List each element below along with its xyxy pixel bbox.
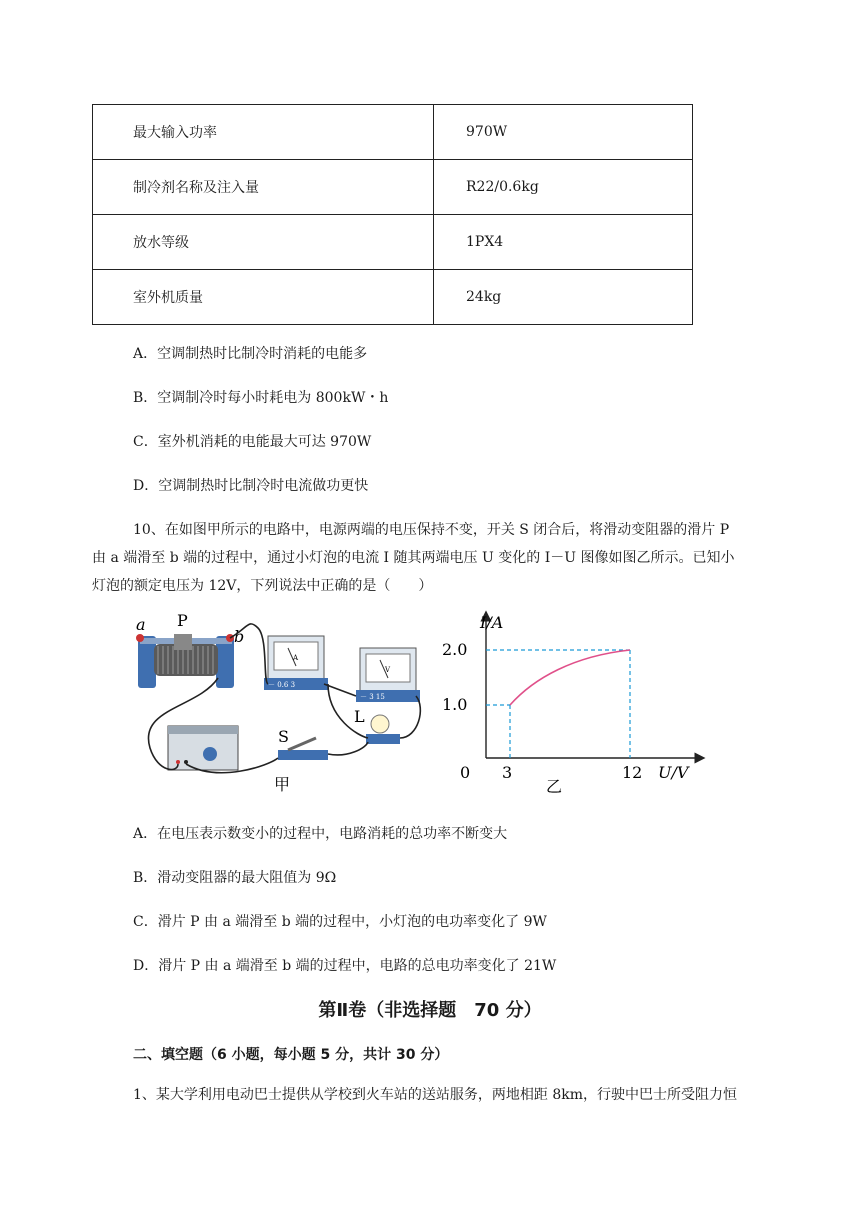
y-axis-label: I/A [480, 613, 504, 632]
label-b: b [234, 627, 245, 646]
table-row [93, 270, 693, 325]
q10-option-b: B．滑动变阻器的最大阻值为 9Ω [133, 870, 337, 886]
ammeter-letter: A [293, 654, 299, 662]
origin-label: 0 [460, 763, 471, 782]
q10-option-a: A．在电压表示数变小的过程中，电路消耗的总功率不断变大 [133, 826, 508, 842]
figure-caption-jia: 甲 [274, 775, 291, 794]
table-row [93, 160, 693, 215]
iu-graph [424, 608, 714, 798]
spec-value: R22/0.6kg [434, 160, 693, 215]
q10-stem-line2: 由 a 端滑至 b 端的过程中，通过小灯泡的电流 I 随其两端电压 U 变化的 I－U 图像如图乙所示。已知小 [92, 550, 735, 566]
label-p: P [177, 611, 188, 630]
spec-label: 室外机质量 [93, 270, 434, 325]
spec-value: 970W [434, 105, 693, 160]
y-tick-2: 2.0 [442, 640, 468, 659]
q10-stem-line1: 10、在如图甲所示的电路中，电源两端的电压保持不变，开关 S 闭合后，将滑动变阻器的滑片 P [133, 522, 730, 538]
voltmeter-terminals: － 3 15 [360, 693, 385, 701]
spec-label: 放水等级 [93, 215, 434, 270]
iu-curve [510, 650, 630, 705]
spec-value: 1PX4 [434, 215, 693, 270]
guide-lines [486, 650, 630, 758]
spec-table [92, 104, 693, 325]
label-a: a [136, 615, 146, 634]
x-tick-12: 12 [622, 763, 643, 782]
y-tick-1: 1.0 [442, 695, 468, 714]
label-s: S [278, 727, 289, 746]
spec-label: 最大输入功率 [93, 105, 434, 160]
q9-option-a: A．空调制热时比制冷时消耗的电能多 [133, 346, 368, 362]
spec-label: 制冷剂名称及注入量 [93, 160, 434, 215]
rheostat [136, 634, 234, 688]
figure-caption-yi: 乙 [546, 777, 563, 796]
label-l: L [354, 707, 365, 726]
x-tick-3: 3 [502, 763, 513, 782]
ammeter-terminals: － 0.6 3 [268, 681, 296, 689]
voltmeter-letter: V [385, 666, 391, 674]
q9-option-c: C．室外机消耗的电能最大可达 970W [133, 434, 372, 450]
x-axis-label: U/V [658, 763, 689, 782]
q10-stem-line3: 灯泡的额定电压为 12V，下列说法中正确的是（ ） [92, 578, 433, 594]
fill-question-1: 1、某大学利用电动巴士提供从学校到火车站的送站服务，两地相距 8km，行驶中巴士所受阻力恒 [133, 1087, 738, 1103]
power-supply [168, 726, 238, 770]
table-row [93, 105, 693, 160]
circuit-figure [128, 608, 428, 798]
q10-option-c: C．滑片 P 由 a 端滑至 b 端的过程中，小灯泡的电功率变化了 9W [133, 914, 547, 930]
voltmeter [356, 648, 420, 702]
q9-option-d: D．空调制热时比制冷时电流做功更快 [133, 478, 369, 494]
section-title: 第Ⅱ卷（非选择题 70 分） [318, 1000, 542, 1021]
q9-option-b: B．空调制冷时每小时耗电为 800kW・h [133, 390, 389, 406]
section-heading: 二、填空题（6 小题，每小题 5 分，共计 30 分） [133, 1047, 449, 1063]
q10-option-d: D．滑片 P 由 a 端滑至 b 端的过程中，电路的总电功率变化了 21W [133, 958, 557, 974]
table-row [93, 215, 693, 270]
lamp-icon [366, 715, 400, 744]
ammeter [264, 636, 328, 690]
spec-value: 24kg [434, 270, 693, 325]
